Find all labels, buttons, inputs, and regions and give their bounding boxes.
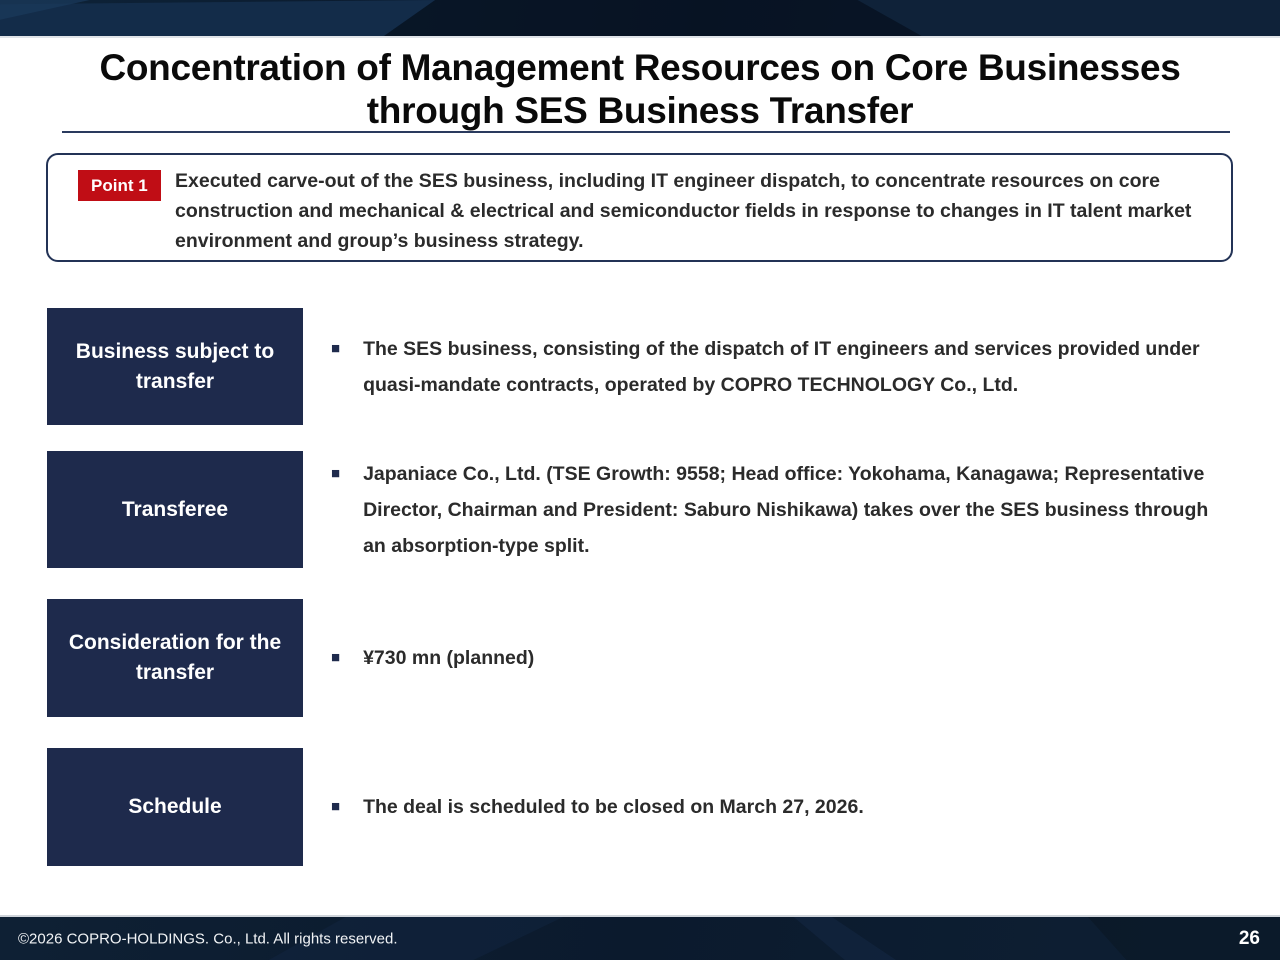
row-text: ¥730 mn (planned) [363,647,535,669]
row-label-box [47,748,303,866]
row-label-box [47,308,303,425]
title-underline [62,131,1230,133]
row-text: Japaniace Co., Ltd. (TSE Growth: 9558; Head office: Yokohama, Kanagawa; Representative Director, Chairman and President: Saburo Nishikawa) takes over the SES business through an absorption-type split. [363,462,1209,557]
bullet-square-icon: ■ [331,464,341,482]
point-text: Executed carve-out of the SES business, including IT engineer dispatch, to concentrate resources on core construction and mechanical & electrical and semiconductor fields in response to changes in IT talent market environment and group’s business strategy. [175,170,1192,252]
footer-bar [0,915,1280,960]
row-label: Consideration for the transfer [68,631,282,684]
page-title-line1: Concentration of Management Resources on Core Businesses [99,47,1181,88]
page-number: 26 [1238,927,1260,949]
table-row [47,308,1232,425]
page-title [0,46,1280,132]
page-title-line2: through SES Business Transfer [366,90,914,131]
bullet-line [331,456,1225,564]
row-label: Business subject to transfer [75,339,275,393]
bullet-line [331,331,1225,403]
row-label-box [47,599,303,717]
bullet-line [331,789,864,825]
bullet-line [331,640,534,676]
bullet-square-icon: ■ [331,649,341,666]
row-content [303,451,1232,568]
table-row [47,451,1232,568]
row-text: The deal is scheduled to be closed on March 27, 2026. [363,796,864,818]
row-content [303,308,1232,425]
row-content [303,599,1232,717]
table-row [47,599,1232,717]
bullet-square-icon: ■ [331,798,341,815]
row-label: Transferee [121,497,229,521]
point-badge: Point 1 [78,170,161,201]
row-label: Schedule [128,795,222,818]
row-label-box [47,451,303,568]
bullet-square-icon: ■ [331,339,341,357]
point-box [46,153,1233,262]
copyright-text: ©2026 COPRO-HOLDINGS. Co., Ltd. All rights reserved. [18,930,398,947]
table-row [47,748,1232,866]
top-banner [0,0,1280,38]
row-text: The SES business, consisting of the dispatch of IT engineers and services provided under quasi-mandate contracts, operated by COPRO TECHNOLOGY Co., Ltd. [363,337,1200,396]
row-content [303,748,1232,866]
